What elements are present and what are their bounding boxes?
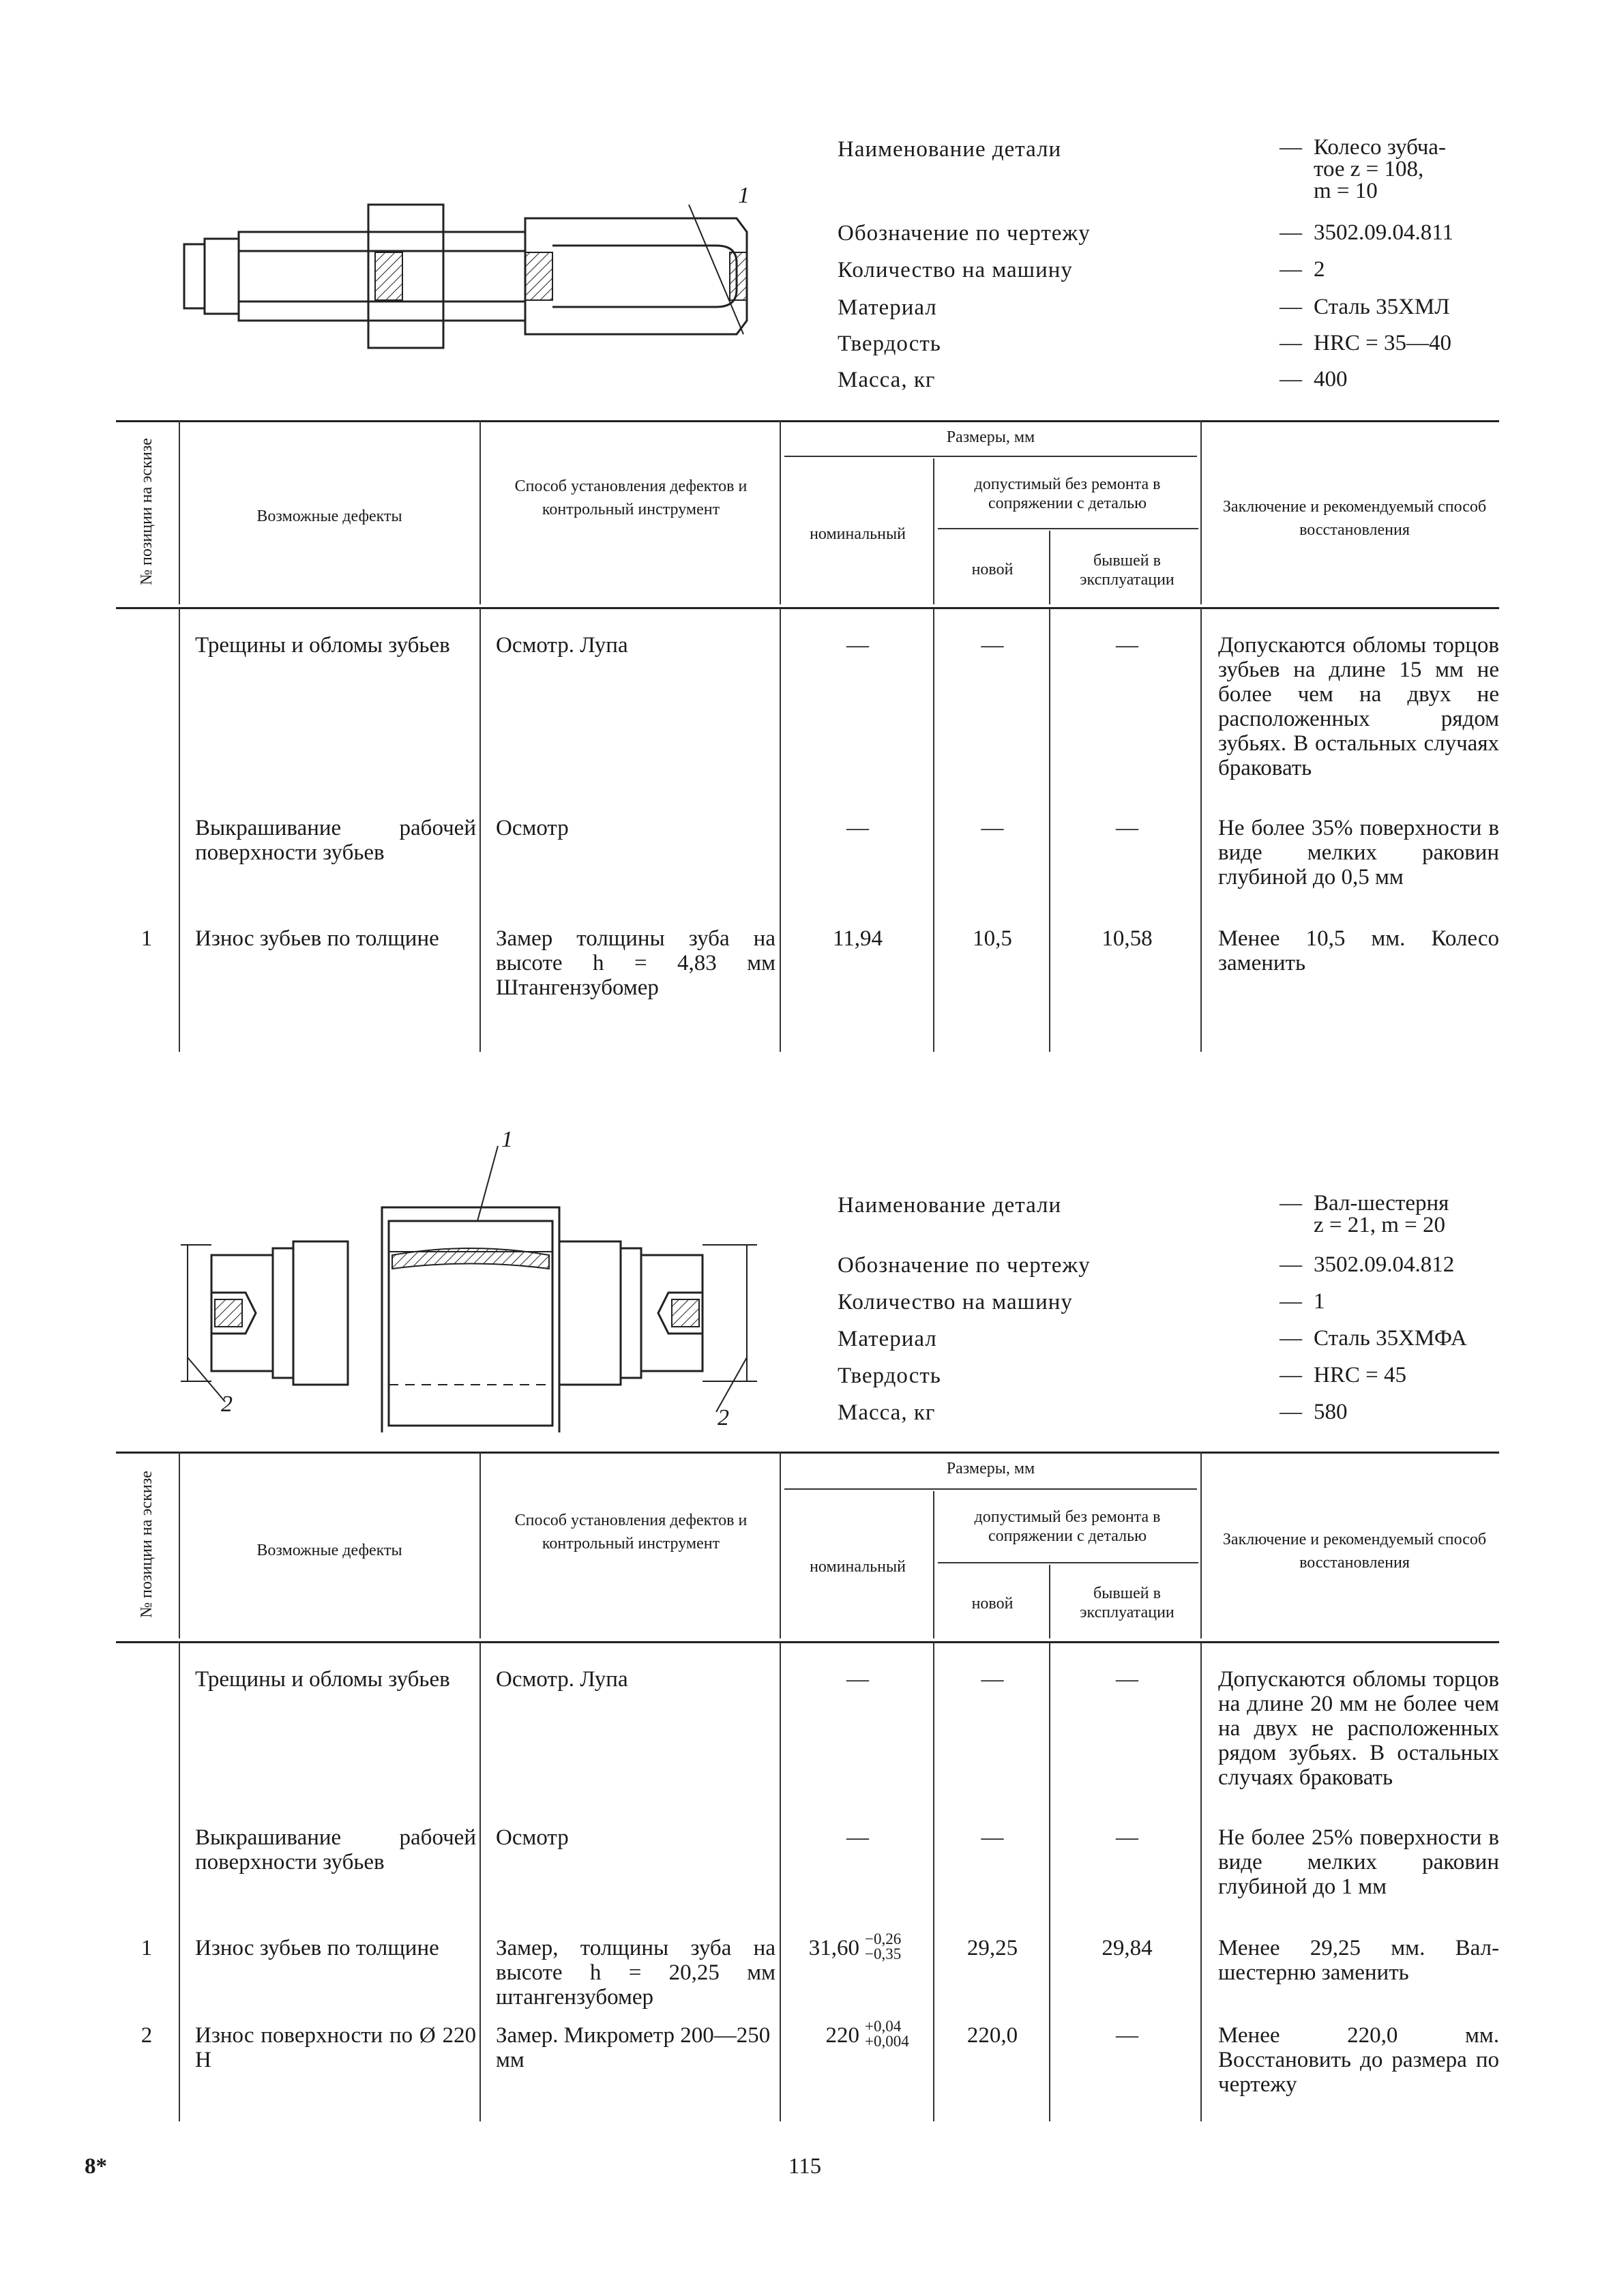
row-conclusion: Допускаются обломы торцов на длине 20 мм не более чем на двух не расположенных рядом зубьях. В остальных случаях браковать xyxy=(1218,1667,1499,1790)
row-conclusion: Менее 10,5 мм. Колесо заменить xyxy=(1218,926,1499,975)
row-conclusion: Менее 29,25 мм. Вал-шестерню заменить xyxy=(1218,1936,1499,1985)
row-method: Осмотр xyxy=(496,1825,569,1850)
row-nominal-tolerance: +0,04 +0,004 xyxy=(865,2018,909,2050)
row-nominal: — xyxy=(846,633,869,658)
spec-label-mass: Масса, кг xyxy=(838,368,936,392)
gear-wheel-sketch xyxy=(171,177,771,362)
header-pos: № позиции на эскизе xyxy=(138,438,156,585)
row-used: — xyxy=(1116,1667,1138,1692)
page-number: 115 xyxy=(788,2154,822,2179)
header-dims: Размеры, мм xyxy=(946,428,1035,446)
spec-label-quantity: Количество на машину xyxy=(838,258,1073,282)
row-conclusion: Допускаются обломы торцов зубьев на длине 15 мм не более чем на двух не расположенных рядом зубьях. В остальных случаях браковать xyxy=(1218,633,1499,780)
spec-label-mass: Масса, кг xyxy=(838,1400,936,1425)
spec-value-name: — Колесо зубча- тое z = 108, m = 10 xyxy=(1280,135,1446,203)
row-defect: Трещины и обломы зубьев xyxy=(195,1667,450,1692)
spec-value-quantity: — 1 xyxy=(1280,1289,1325,1314)
row-nominal: — xyxy=(846,816,869,840)
row-defect: Трещины и обломы зубьев xyxy=(195,633,450,658)
row-pos: 2 xyxy=(141,2023,153,2048)
row-used: 10,58 xyxy=(1102,926,1153,951)
spec-label-drawing: Обозначение по чертежу xyxy=(838,221,1091,246)
header-dims: Размеры, мм xyxy=(946,1460,1035,1477)
callout-1: 1 xyxy=(501,1127,513,1152)
spec-label-drawing: Обозначение по чертежу xyxy=(838,1253,1091,1278)
row-method: Замер. Микрометр 200—250 мм xyxy=(496,2023,771,2072)
row-used: — xyxy=(1116,1825,1138,1850)
row-nominal: — xyxy=(846,1825,869,1850)
spec-label-hardness: Твердость xyxy=(838,332,941,356)
header-pos: № позиции на эскизе xyxy=(138,1471,156,1618)
row-method: Осмотр. Лупа xyxy=(496,633,628,658)
header-used: бывшей в эксплуатации xyxy=(1080,1585,1174,1621)
row-conclusion: Менее 220,0 мм. Восстановить до размера по чертежу xyxy=(1218,2023,1499,2097)
row-new: 10,5 xyxy=(973,926,1012,951)
header-method: Способ установления дефектов и контрольный инструмент xyxy=(514,1512,748,1552)
header-nominal: номинальный xyxy=(810,525,906,543)
row-nominal: 31,60 xyxy=(808,1936,859,1960)
row-pos: 1 xyxy=(141,1936,153,1960)
spec-label-name: Наименование детали xyxy=(838,1193,1062,1218)
row-used: 29,84 xyxy=(1102,1936,1153,1960)
row-method: Осмотр xyxy=(496,816,569,840)
spec-value-quantity: — 2 xyxy=(1280,257,1325,282)
row-conclusion: Не более 25% поверхности в виде мелких раковин глубиной до 1 мм xyxy=(1218,1825,1499,1899)
row-nominal-tolerance: −0,26 −0,35 xyxy=(865,1930,902,1962)
spec-value-material: — Сталь 35ХМЛ xyxy=(1280,295,1450,319)
row-nominal: 220 xyxy=(825,2023,859,2048)
header-conclusion: Заключение и рекомендуемый способ восстановления xyxy=(1222,498,1487,539)
row-used: — xyxy=(1116,633,1138,658)
signature-mark: 8* xyxy=(85,2154,107,2179)
header-new: новой xyxy=(971,1595,1014,1613)
callout-1: 1 xyxy=(738,183,750,208)
row-used: — xyxy=(1116,816,1138,840)
row-new: — xyxy=(981,1667,1004,1692)
header-nominal: номинальный xyxy=(810,1558,906,1576)
spec-value-hardness: — HRC = 45 xyxy=(1280,1363,1406,1387)
row-new: — xyxy=(981,1825,1004,1850)
spec-label-material: Материал xyxy=(838,1327,937,1351)
header-conclusion: Заключение и рекомендуемый способ восстановления xyxy=(1222,1531,1487,1572)
spec-value-hardness: — HRC = 35—40 xyxy=(1280,331,1451,355)
spec-label-quantity: Количество на машину xyxy=(838,1290,1073,1314)
callout-2-right: 2 xyxy=(718,1405,729,1430)
spec-value-mass: — 400 xyxy=(1280,367,1348,392)
spec-label-material: Материал xyxy=(838,295,937,320)
row-new: 220,0 xyxy=(966,2023,1018,2048)
spec-value-name: — Вал-шестерня z = 21, m = 20 xyxy=(1280,1191,1449,1237)
spec-value-drawing: — 3502.09.04.812 xyxy=(1280,1252,1455,1277)
row-method: Замер толщины зуба на высоте h = 4,83 мм Штангензубомер xyxy=(496,926,775,1000)
row-method: Осмотр. Лупа xyxy=(496,1667,628,1692)
header-allowed: допустимый без ремонта в сопряжении с деталью xyxy=(974,1508,1161,1545)
row-defect: Выкрашивание рабочей поверхности зубьев xyxy=(195,816,476,865)
row-method: Замер, толщины зуба на высоте h = 20,25 мм штангензубомер xyxy=(496,1936,775,2010)
row-new: — xyxy=(981,633,1004,658)
row-used: — xyxy=(1116,2023,1138,2048)
row-new: 29,25 xyxy=(966,1936,1018,1960)
row-defect: Износ зубьев по толщине xyxy=(195,926,439,951)
spec-label-hardness: Твердость xyxy=(838,1364,941,1388)
spec-value-mass: — 580 xyxy=(1280,1400,1348,1424)
callout-2-left: 2 xyxy=(221,1392,233,1417)
row-nominal: 11,94 xyxy=(832,926,883,951)
header-defects: Возможные дефекты xyxy=(256,1542,402,1559)
spec-label-name: Наименование детали xyxy=(838,137,1062,162)
row-conclusion: Не более 35% поверхности в виде мелких раковин глубиной до 0,5 мм xyxy=(1218,816,1499,889)
spec-value-drawing: — 3502.09.04.811 xyxy=(1280,220,1454,245)
header-defects: Возможные дефекты xyxy=(256,507,402,525)
row-pos: 1 xyxy=(141,926,153,951)
row-defect: Износ поверхности по Ø 220 Н xyxy=(195,2023,476,2072)
shaft-gear-sketch xyxy=(171,1132,784,1432)
header-new: новой xyxy=(971,561,1014,578)
row-new: — xyxy=(981,816,1004,840)
header-allowed: допустимый без ремонта в сопряжении с деталью xyxy=(974,475,1161,512)
row-nominal: — xyxy=(846,1667,869,1692)
row-defect: Износ зубьев по толщине xyxy=(195,1936,439,1960)
header-used: бывшей в эксплуатации xyxy=(1080,552,1174,589)
spec-value-material: — Сталь 35ХМФА xyxy=(1280,1326,1467,1351)
header-method: Способ установления дефектов и контрольный инструмент xyxy=(514,477,748,518)
row-defect: Выкрашивание рабочей поверхности зубьев xyxy=(195,1825,476,1874)
